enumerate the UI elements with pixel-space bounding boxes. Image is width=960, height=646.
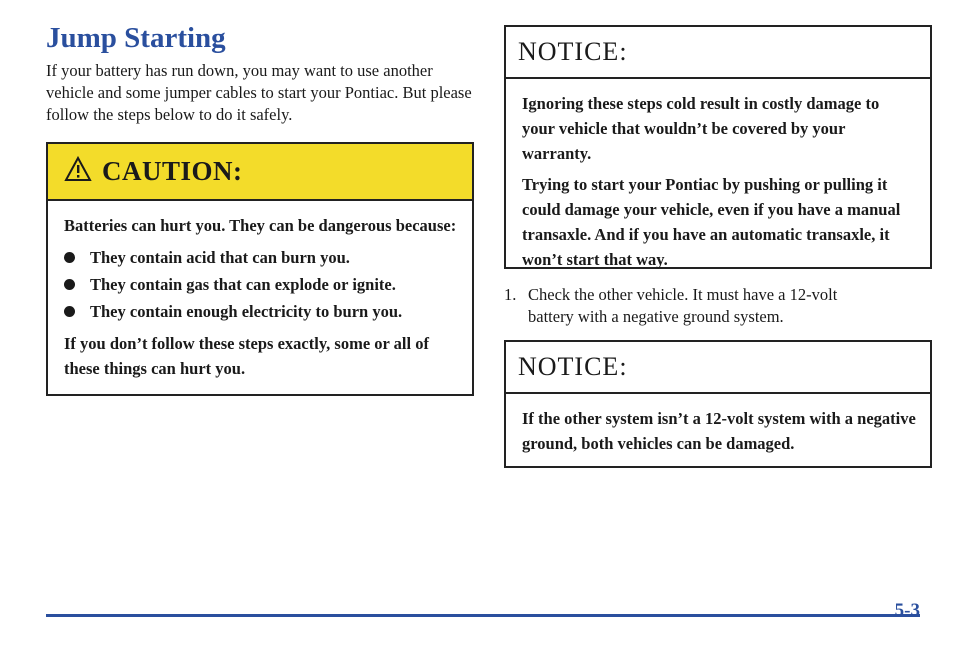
notice-header-2 [506,342,930,394]
notice-paragraph-2: Trying to start your Pontiac by pushing or pulling it could damage your vehicle, even if you have a manual transaxle. And if you have an automatic transaxle, it won’t start that way. [522,175,901,269]
notice-header-1 [506,27,930,79]
notice-box-2 [504,340,932,468]
list-item: They contain acid that can burn you. [64,244,458,271]
intro-paragraph: If your battery has run down, you may want to use another vehicle and some jumper cables to start your Pontiac. But please follow the steps below to do it safely. [46,61,472,124]
notice-title-1: NOTICE: [518,37,628,66]
bullet-icon [64,279,75,290]
caution-title: CAUTION: [102,156,243,186]
notice-paragraph-1: Ignoring these steps cold result in costly damage to your vehicle that wouldn’t be covered by your warranty. [522,94,880,163]
caution-body [48,201,472,397]
caution-box [46,142,474,396]
footer-rule [46,614,920,617]
notice-body-2 [506,394,930,472]
notice-text-2: If the other system isn’t a 12-volt system with a negative ground, both vehicles can be damaged. [522,409,916,453]
list-item: They contain gas that can explode or ignite. [64,271,458,298]
step-text-line1: Check the other vehicle. It must have a 12-volt [528,285,838,304]
caution-list [64,244,458,325]
page-number: 5-3 [894,600,920,621]
warning-triangle-icon [64,156,92,187]
list-item: They contain enough electricity to burn you. [64,298,458,325]
bullet-icon [64,252,75,263]
caution-closing: If you don’t follow these steps exactly, some or all of these things can hurt you. [64,334,429,378]
notice-title-2: NOTICE: [518,352,628,381]
notice-body-1 [506,79,930,288]
page-heading: Jump Starting [46,22,226,54]
caution-intro: Batteries can hurt you. They can be dangerous because: [64,216,457,235]
notice-box-1 [504,25,932,269]
caution-header [48,144,472,201]
step-text-line2: battery with a negative ground system. [528,307,784,326]
bullet-icon [64,306,75,317]
step-number: 1. [504,285,517,304]
step-1 [504,284,924,328]
